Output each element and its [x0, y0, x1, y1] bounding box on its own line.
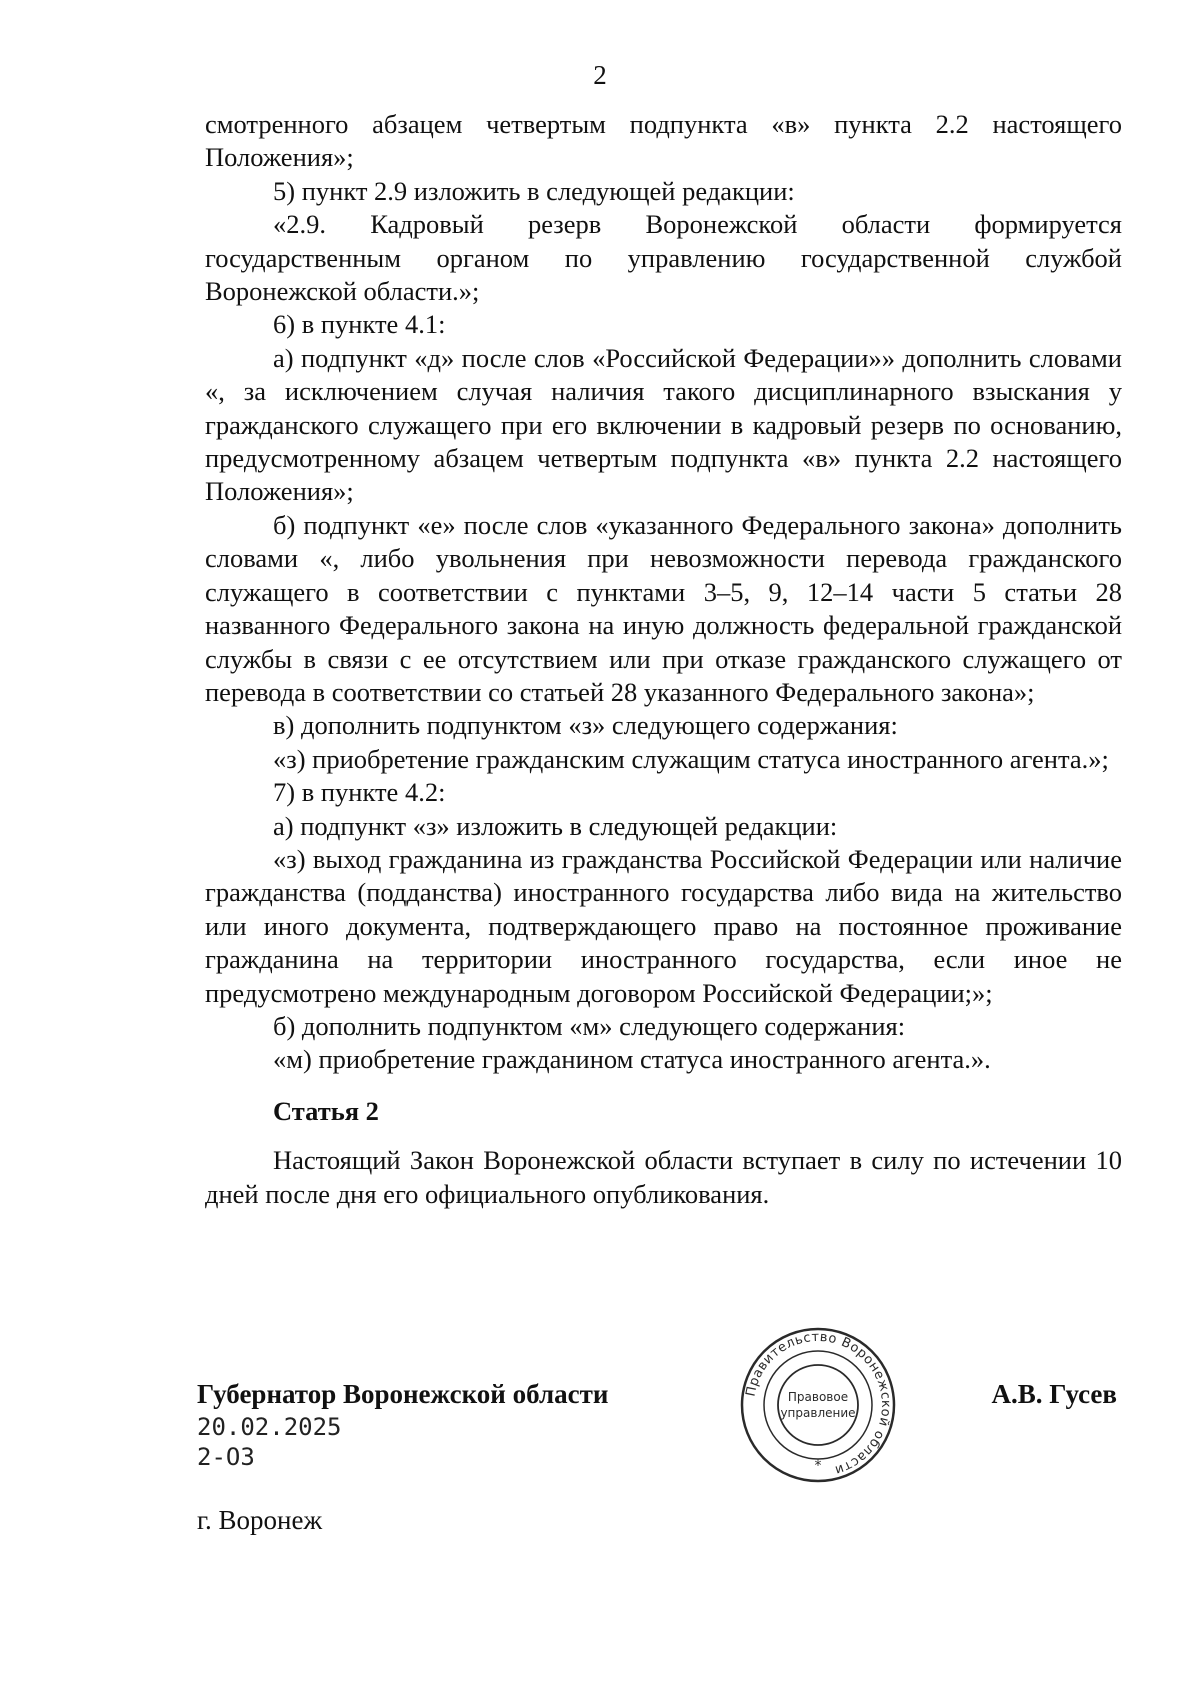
paragraph-2: 5) пункт 2.9 изложить в следующей редакции: — [273, 175, 795, 206]
paragraph-4: 6) в пункте 4.1: — [273, 309, 446, 340]
paragraph-9: 7) в пункте 4.2: — [273, 777, 446, 808]
stamp-outer-text: Правительство Воронежской области — [743, 1329, 894, 1478]
paragraph-11: «з) выход гражданина из гражданства Российской Федерации или наличие гражданства (подданства) иностранного государства либо вида на жительство или иного документа, подтверждающего право на постоянное проживание гражданина на территории иностранного государства, если иное не предусмотрено международным договором Российской Федерации;»; — [205, 843, 1122, 1008]
signature-block — [197, 1375, 1127, 1565]
paragraph-8: «з) приобретение гражданским служащим статуса иностранного агента.»; — [273, 743, 1109, 774]
signer-name: А.В. Гусев — [991, 1379, 1117, 1409]
stamp-inner-ring — [778, 1365, 858, 1445]
signing-date: 20.02.2025 — [197, 1413, 342, 1441]
stamp-inner-line1: Правовое — [787, 1390, 849, 1404]
stamp-inner-line2: управление — [780, 1406, 856, 1420]
article-title: Статья 2 — [273, 1095, 379, 1126]
seal-stamp — [738, 1325, 898, 1485]
paragraph-13: «м) приобретение гражданином статуса иностранного агента.». — [273, 1044, 991, 1075]
stamp-inner-ring-outer — [764, 1351, 872, 1459]
article-text: Настоящий Закон Воронежской области вступает в силу по истечении 10 дней после дня его официального опубликования. — [205, 1145, 1122, 1209]
page-number: 2 — [593, 60, 607, 90]
paragraph-10: а) подпункт «з» изложить в следующей редакции: — [273, 810, 838, 841]
paragraph-6: б) подпункт «е» после слов «указанного Федерального закона» дополнить словами «, либо увольнения при невозможности перевода гражданского служащего в соответствии с пунктами 3–5, 9, 12–14 части 5 статьи 28 названного Федерального закона на иную должность федеральной гражданской службы в связи с ее отсутствием или при отказе гражданского служащего от перевода в соответствии со статьей 28 указанного Федерального закона»; — [205, 509, 1122, 707]
paragraph-5: а) подпункт «д» после слов «Российской Федерации»» дополнить словами «, за исключением случая наличия такого дисциплинарного взыскания у гражданского служащего при его включении в кадровый резерв по основанию, предусмотренному абзацем четвертым подпункта «в» пункта 2.2 настоящего Положения»; — [205, 342, 1122, 507]
paragraph-7: в) дополнить подпунктом «з» следующего содержания: — [273, 710, 898, 741]
paragraph-12: б) дополнить подпунктом «м» следующего содержания: — [273, 1010, 906, 1041]
law-number: 2-ОЗ — [197, 1443, 255, 1471]
paragraph-3: «2.9. Кадровый резерв Воронежской области формируется государственным органом по управлению государственной службой Воронежской области.»; — [205, 209, 1122, 307]
city: г. Воронеж — [197, 1505, 323, 1535]
paragraph-1: смотренного абзацем четвертым подпункта «в» пункта 2.2 настоящего Положения»; — [205, 109, 1122, 173]
governor-title: Губернатор Воронежской области — [197, 1379, 609, 1409]
stamp-star: * — [814, 1458, 822, 1474]
document-body — [205, 108, 1122, 1211]
